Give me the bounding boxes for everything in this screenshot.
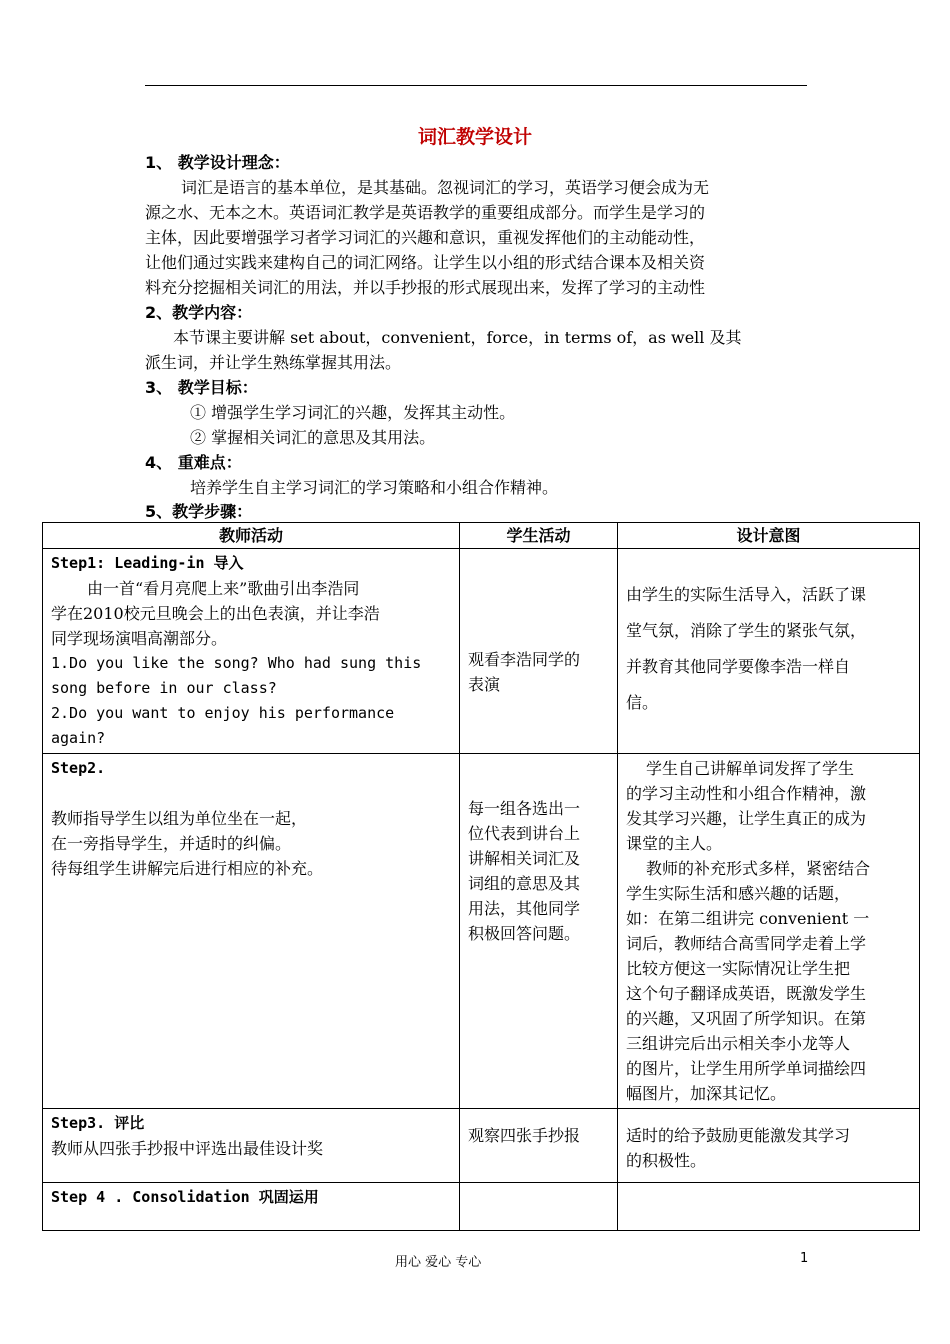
cell-line: 2.Do you want to enjoy his performance [51, 704, 395, 722]
table-row [43, 754, 920, 1109]
section-5-heading: 5、教学步骤： [145, 502, 253, 521]
cell-line: 教师指导学生以组为单位坐在一起， [51, 809, 308, 828]
page-number: 1 [800, 1251, 809, 1266]
table-row [43, 1183, 920, 1231]
step-title: Step2. [51, 759, 106, 777]
header-design-intent: 设计意图 [618, 523, 920, 549]
teacher-activity-cell [43, 1109, 460, 1183]
cell-line: 学在2010校元旦晚会上的出色表演，并让李浩 [51, 604, 380, 623]
cell-line: 教师的补充形式多样，紧密结合 [646, 859, 871, 878]
step-title: Step3. 评比 [51, 1114, 145, 1132]
cell-line: 用法，其他同学 [468, 899, 581, 918]
design-intent-cell [618, 549, 920, 754]
cell-line: 在一旁指导学生，并适时的纠偏。 [51, 834, 292, 853]
header-student-activity: 学生活动 [460, 523, 618, 549]
cell-line: 并教育其他同学要像李浩一样自 [626, 657, 851, 676]
step-title: Step1: Leading-in 导入 [51, 554, 244, 572]
cell-line: 学生实际生活和感兴趣的话题， [626, 884, 851, 903]
teacher-activity-cell [43, 754, 460, 1109]
cell-line: 的兴趣，又巩固了所学知识。在第 [626, 1009, 867, 1028]
cell-line: 1.Do you like the song? Who had sung this [51, 654, 422, 672]
cell-line: 由学生的实际生活导入，活跃了课 [626, 585, 867, 604]
cell-line: 信。 [626, 693, 659, 712]
paragraph-line: 本节课主要讲解 set about，convenient，force，in terms of，as well 及其 [173, 328, 742, 347]
design-intent-cell [618, 1183, 920, 1231]
cell-line: 词组的意思及其 [468, 874, 581, 893]
objective-item-1: ① 增强学生学习词汇的兴趣，发挥其主动性。 [190, 403, 516, 422]
paragraph-line: 派生词，并让学生熟练掌握其用法。 [145, 353, 402, 372]
design-intent-cell [618, 754, 920, 1109]
cell-line: 由一首“看月亮爬上来”歌曲引出李浩同 [87, 579, 360, 598]
objective-item-2: ② 掌握相关词汇的意思及其用法。 [190, 428, 436, 447]
cell-line: 词后，教师结合高雪同学走着上学 [626, 934, 867, 953]
cell-line: 教师从四张手抄报中评选出最佳设计奖 [51, 1139, 324, 1158]
paragraph-line: 料充分挖掘相关词汇的用法，并以手抄报的形式展现出来，发挥了学习的主动性 [145, 278, 706, 297]
design-intent-cell [618, 1109, 920, 1183]
section-1-paragraph [145, 175, 807, 300]
paragraph-line: 让他们通过实践来建构自己的词汇网络。让学生以小组的形式结合课本及相关资 [145, 253, 706, 272]
table-header-row [43, 523, 920, 549]
student-activity-cell [460, 1109, 618, 1183]
student-activity-cell [460, 754, 618, 1109]
table-row [43, 1109, 920, 1183]
paragraph-line: 主体，因此要增强学习者学习词汇的兴趣和意识，重视发挥他们的主动能动性， [145, 228, 706, 247]
section-4-heading: 4、 重难点： [145, 453, 242, 472]
student-activity-cell [460, 549, 618, 754]
document-title: 词汇教学设计 [417, 126, 532, 148]
cell-line: 位代表到讲台上 [468, 824, 581, 843]
paragraph-line: 词汇是语言的基本单位，是其基础。忽视词汇的学习，英语学习便会成为无 [181, 178, 710, 197]
cell-line: 课堂的主人。 [626, 834, 723, 853]
cell-line: 观察四张手抄报 [468, 1126, 581, 1145]
cell-line: 每一组各选出一 [468, 799, 581, 818]
cell-line: 观看李浩同学的 [468, 650, 581, 669]
cell-line: again? [51, 729, 106, 747]
cell-line: 这个句子翻译成英语，既激发学生 [626, 984, 867, 1003]
section-2-paragraph [145, 325, 807, 375]
teaching-steps-table [42, 522, 920, 1231]
cell-line: 发其学习兴趣，让学生真正的成为 [626, 809, 867, 828]
header-teacher-activity: 教师活动 [43, 523, 460, 549]
cell-line: 适时的给予鼓励更能激发其学习 [626, 1126, 851, 1145]
cell-line: 三组讲完后出示相关李小龙等人 [626, 1034, 851, 1053]
table-row [43, 549, 920, 754]
cell-line: 的积极性。 [626, 1151, 707, 1170]
section-3-heading: 3、 教学目标： [145, 378, 258, 397]
key-difficulty-text: 培养学生自主学习词汇的学习策略和小组合作精神。 [190, 478, 559, 497]
cell-line: 积极回答问题。 [468, 924, 581, 943]
cell-line: 比较方便这一实际情况让学生把 [626, 959, 851, 978]
cell-line: 如：在第二组讲完 convenient 一 [626, 909, 870, 928]
paragraph-line: 源之水、无本之木。英语词汇教学是英语教学的重要组成部分。而学生是学习的 [145, 203, 706, 222]
cell-line: song before in our class? [51, 679, 277, 697]
cell-line: 待每组学生讲解完后进行相应的补充。 [51, 859, 324, 878]
teacher-activity-cell [43, 549, 460, 754]
footer-motto: 用心 爱心 专心 [395, 1255, 482, 1270]
section-1-heading: 1、 教学设计理念： [145, 153, 290, 172]
cell-line: 同学现场演唱高潮部分。 [51, 629, 228, 648]
cell-line: 的学习主动性和小组合作精神，激 [626, 784, 867, 803]
cell-line: 的图片，让学生用所学单词描绘四 [626, 1059, 867, 1078]
teacher-activity-cell [43, 1183, 460, 1231]
cell-line: 堂气氛，消除了学生的紧张气氛， [626, 621, 867, 640]
step-title: Step 4 . Consolidation 巩固运用 [51, 1188, 319, 1206]
cell-line: 表演 [468, 675, 501, 694]
section-2-heading: 2、教学内容： [145, 303, 253, 322]
cell-line: 幅图片，加深其记忆。 [626, 1084, 787, 1103]
student-activity-cell [460, 1183, 618, 1231]
cell-line: 学生自己讲解单词发挥了学生 [646, 759, 855, 778]
cell-line: 讲解相关词汇及 [468, 849, 581, 868]
header-rule [145, 85, 807, 86]
